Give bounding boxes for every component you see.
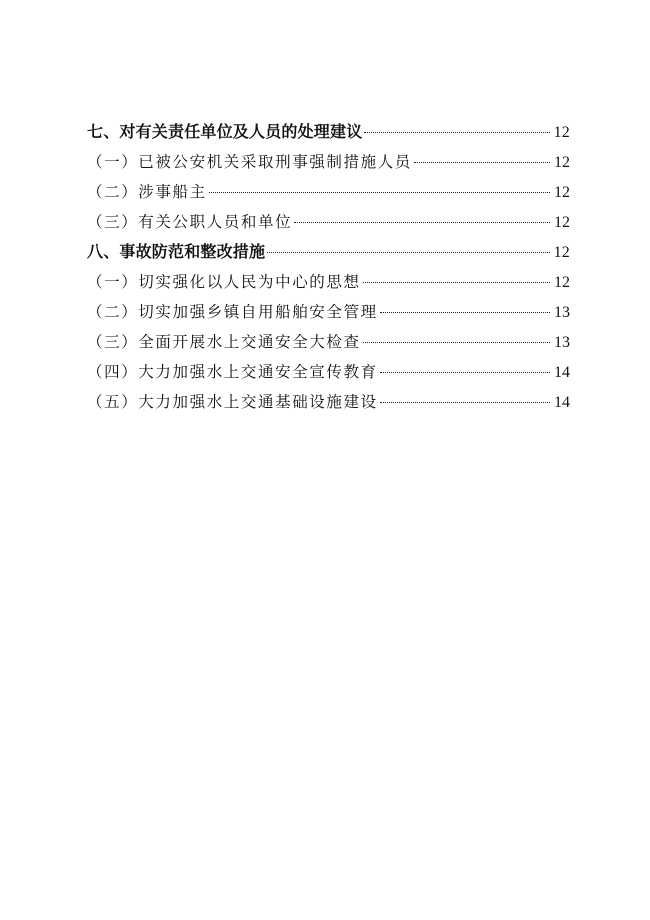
toc-entry-title: 七、对有关责任单位及人员的处理建议 bbox=[87, 122, 363, 141]
toc-entry-page-number: 14 bbox=[554, 364, 570, 381]
toc-entry-subsection[interactable] bbox=[87, 297, 570, 327]
toc-dot-leader bbox=[294, 222, 550, 223]
toc-entry-subsection[interactable] bbox=[87, 177, 570, 207]
toc-entry-title: （三）全面开展水上交通安全大检查 bbox=[87, 333, 361, 351]
toc-dot-leader bbox=[209, 192, 550, 193]
toc-entry-page-number: 12 bbox=[554, 214, 570, 231]
toc-entry-page-number: 14 bbox=[554, 394, 570, 411]
toc-entry-section-7[interactable] bbox=[87, 117, 570, 147]
toc-entry-subsection[interactable] bbox=[87, 357, 570, 387]
toc-entry-title: 八、事故防范和整改措施 bbox=[87, 242, 266, 261]
toc-dot-leader bbox=[363, 342, 550, 343]
toc-entry-subsection[interactable] bbox=[87, 147, 570, 177]
toc-entry-page-number: 12 bbox=[554, 274, 570, 291]
toc-dot-leader bbox=[380, 372, 550, 373]
toc-dot-leader bbox=[363, 282, 550, 283]
toc-entry-title: （四）大力加强水上交通安全宣传教育 bbox=[87, 363, 378, 381]
toc-entry-subsection[interactable] bbox=[87, 387, 570, 417]
toc-entry-title: （一）已被公安机关采取刑事强制措施人员 bbox=[87, 153, 412, 171]
toc-dot-leader bbox=[364, 132, 550, 133]
toc-entry-title: （五）大力加强水上交通基础设施建设 bbox=[87, 393, 378, 411]
toc-dot-leader bbox=[380, 312, 550, 313]
toc-entry-subsection[interactable] bbox=[87, 267, 570, 297]
toc-entry-subsection[interactable] bbox=[87, 327, 570, 357]
toc-entry-page-number: 13 bbox=[554, 304, 570, 321]
toc-entry-page-number: 13 bbox=[554, 334, 570, 351]
toc-entry-section-8[interactable] bbox=[87, 237, 570, 267]
table-of-contents bbox=[87, 117, 570, 417]
toc-entry-page-number: 12 bbox=[553, 244, 570, 261]
toc-entry-page-number: 12 bbox=[553, 124, 570, 141]
toc-entry-title: （二）涉事船主 bbox=[87, 183, 207, 201]
toc-entry-page-number: 12 bbox=[554, 154, 570, 171]
toc-entry-title: （三）有关公职人员和单位 bbox=[87, 213, 293, 231]
toc-dot-leader bbox=[414, 162, 550, 163]
toc-entry-title: （一）切实强化以人民为中心的思想 bbox=[87, 273, 361, 291]
toc-entry-title: （二）切实加强乡镇自用船舶安全管理 bbox=[87, 303, 378, 321]
toc-entry-subsection[interactable] bbox=[87, 207, 570, 237]
toc-entry-page-number: 12 bbox=[554, 184, 570, 201]
toc-dot-leader bbox=[267, 252, 550, 253]
toc-dot-leader bbox=[380, 402, 550, 403]
